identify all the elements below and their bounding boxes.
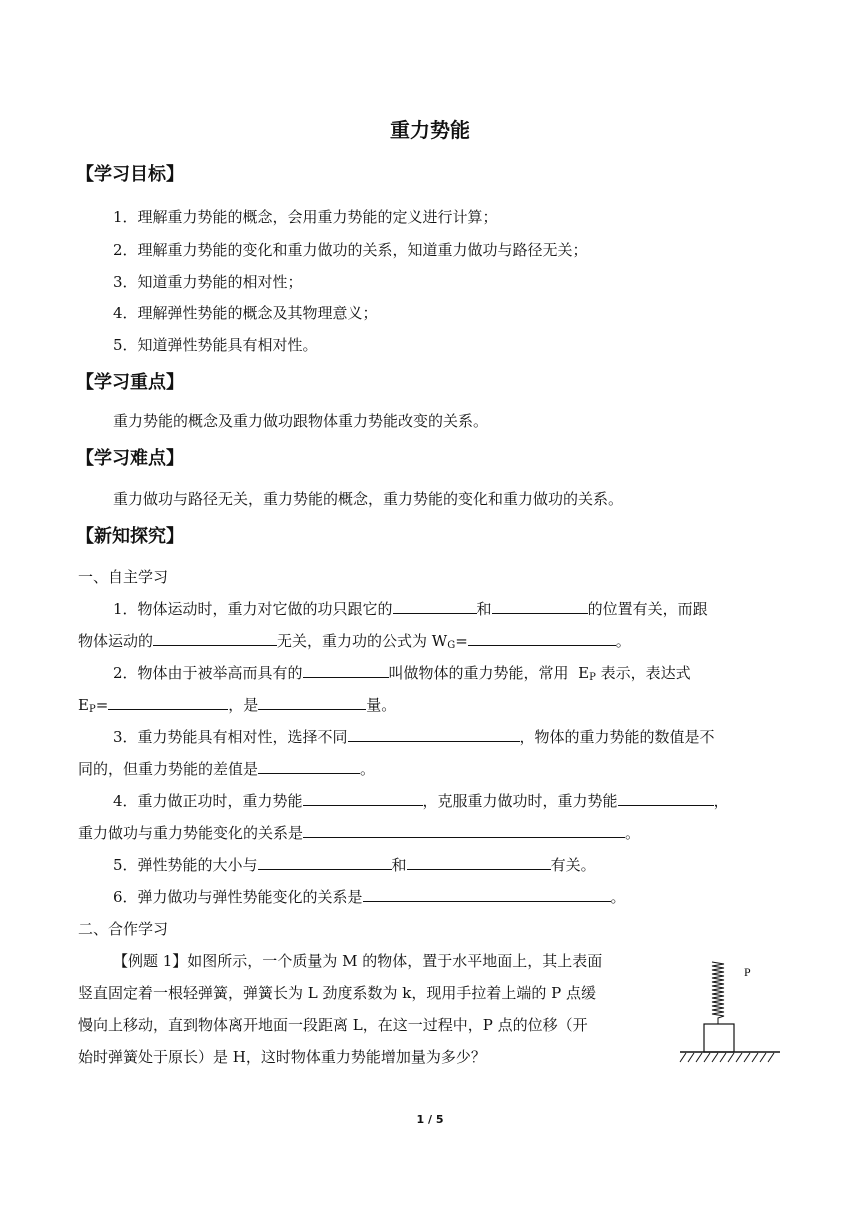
blank-field[interactable] [153,631,277,646]
blank-field[interactable] [303,663,389,678]
goal-item: 4．理解弹性势能的概念及其物理意义； [113,304,378,322]
section-goals-heading: 【学习目标】 [76,164,184,185]
blank-field[interactable] [348,727,520,742]
section-difficulty-heading: 【学习难点】 [76,448,184,469]
coop-heading: 二、合作学习 [78,920,169,938]
ground-hatching-icon [680,1053,774,1062]
blank-field[interactable] [468,631,616,646]
question-1-line-2: 物体运动的 无关，重力功的公式为 $W_G=$ 。 [78,632,631,651]
question-2-line-2: $E_P=$ ，是 量。 [78,696,397,715]
goal-item: 1．理解重力势能的概念，会用重力势能的定义进行计算； [113,208,498,226]
example-line: 竖直固定着一根轻弹簧，弹簧长为 L 劲度系数为 k，现用手拉着上端的 P 点缓 [78,984,596,1002]
question-5: 5．弹性势能的大小与 和 有关。 [113,856,596,874]
question-6: 6．弹力做功与弹性势能变化的关系是 。 [113,888,626,906]
spring-icon [712,962,724,1024]
blank-field[interactable] [618,791,714,806]
blank-field[interactable] [258,855,392,870]
blank-field[interactable] [258,695,366,710]
section-explore-heading: 【新知探究】 [76,526,184,547]
goal-item: 2．理解重力势能的变化和重力做功的关系，知道重力做功与路径无关； [113,241,588,259]
section-focus-heading: 【学习重点】 [76,372,184,393]
spring-block-diagram [676,954,784,1068]
focus-text: 重力势能的概念及重力做功跟物体重力势能改变的关系。 [113,412,489,430]
blank-field[interactable] [492,599,588,614]
question-1-line-1: 1．物体运动时，重力对它做的功只跟它的 和 的位置有关，而跟 [113,600,708,618]
question-3-line-2: 同的，但重力势能的差值是 。 [78,760,376,778]
difficulty-text: 重力做功与路径无关，重力势能的概念，重力势能的变化和重力做功的关系。 [113,490,624,508]
blank-field[interactable] [303,791,423,806]
example-line: 【例题 1】如图所示，一个质量为 M 的物体，置于水平地面上，其上表面 [113,952,603,970]
goal-item: 5．知道弹性势能具有相对性。 [113,336,318,354]
point-p-label: P [744,965,751,979]
block-icon [704,1024,734,1052]
blank-field[interactable] [393,599,477,614]
question-4-line-1: 4．重力做正功时，重力势能 ，克服重力做功时，重力势能 ， [113,792,729,810]
blank-field[interactable] [258,759,360,774]
goal-item: 3．知道重力势能的相对性； [113,273,303,291]
example-line: 始时弹簧处于原长）是 H，这时物体重力势能增加量为多少？ [78,1048,486,1066]
blank-field[interactable] [108,695,228,710]
page-title: 重力势能 [390,118,470,142]
blank-field[interactable] [363,887,611,902]
example-line: 慢向上移动，直到物体离开地面一段距离 L，在这一过程中，P 点的位移（开 [78,1016,588,1034]
self-study-heading: 一、自主学习 [78,568,169,586]
page-number: 1 / 5 [416,1113,444,1126]
question-3-line-1: 3．重力势能具有相对性，选择不同 ，物体的重力势能的数值是不 [113,728,715,746]
question-2-line-1: 2．物体由于被举高而具有的 叫做物体的重力势能，常用 $E_P$ 表示，表达式 [113,664,691,683]
blank-field[interactable] [407,855,551,870]
question-4-line-2: 重力做功与重力势能变化的关系是 。 [78,824,641,842]
blank-field[interactable] [303,823,625,838]
